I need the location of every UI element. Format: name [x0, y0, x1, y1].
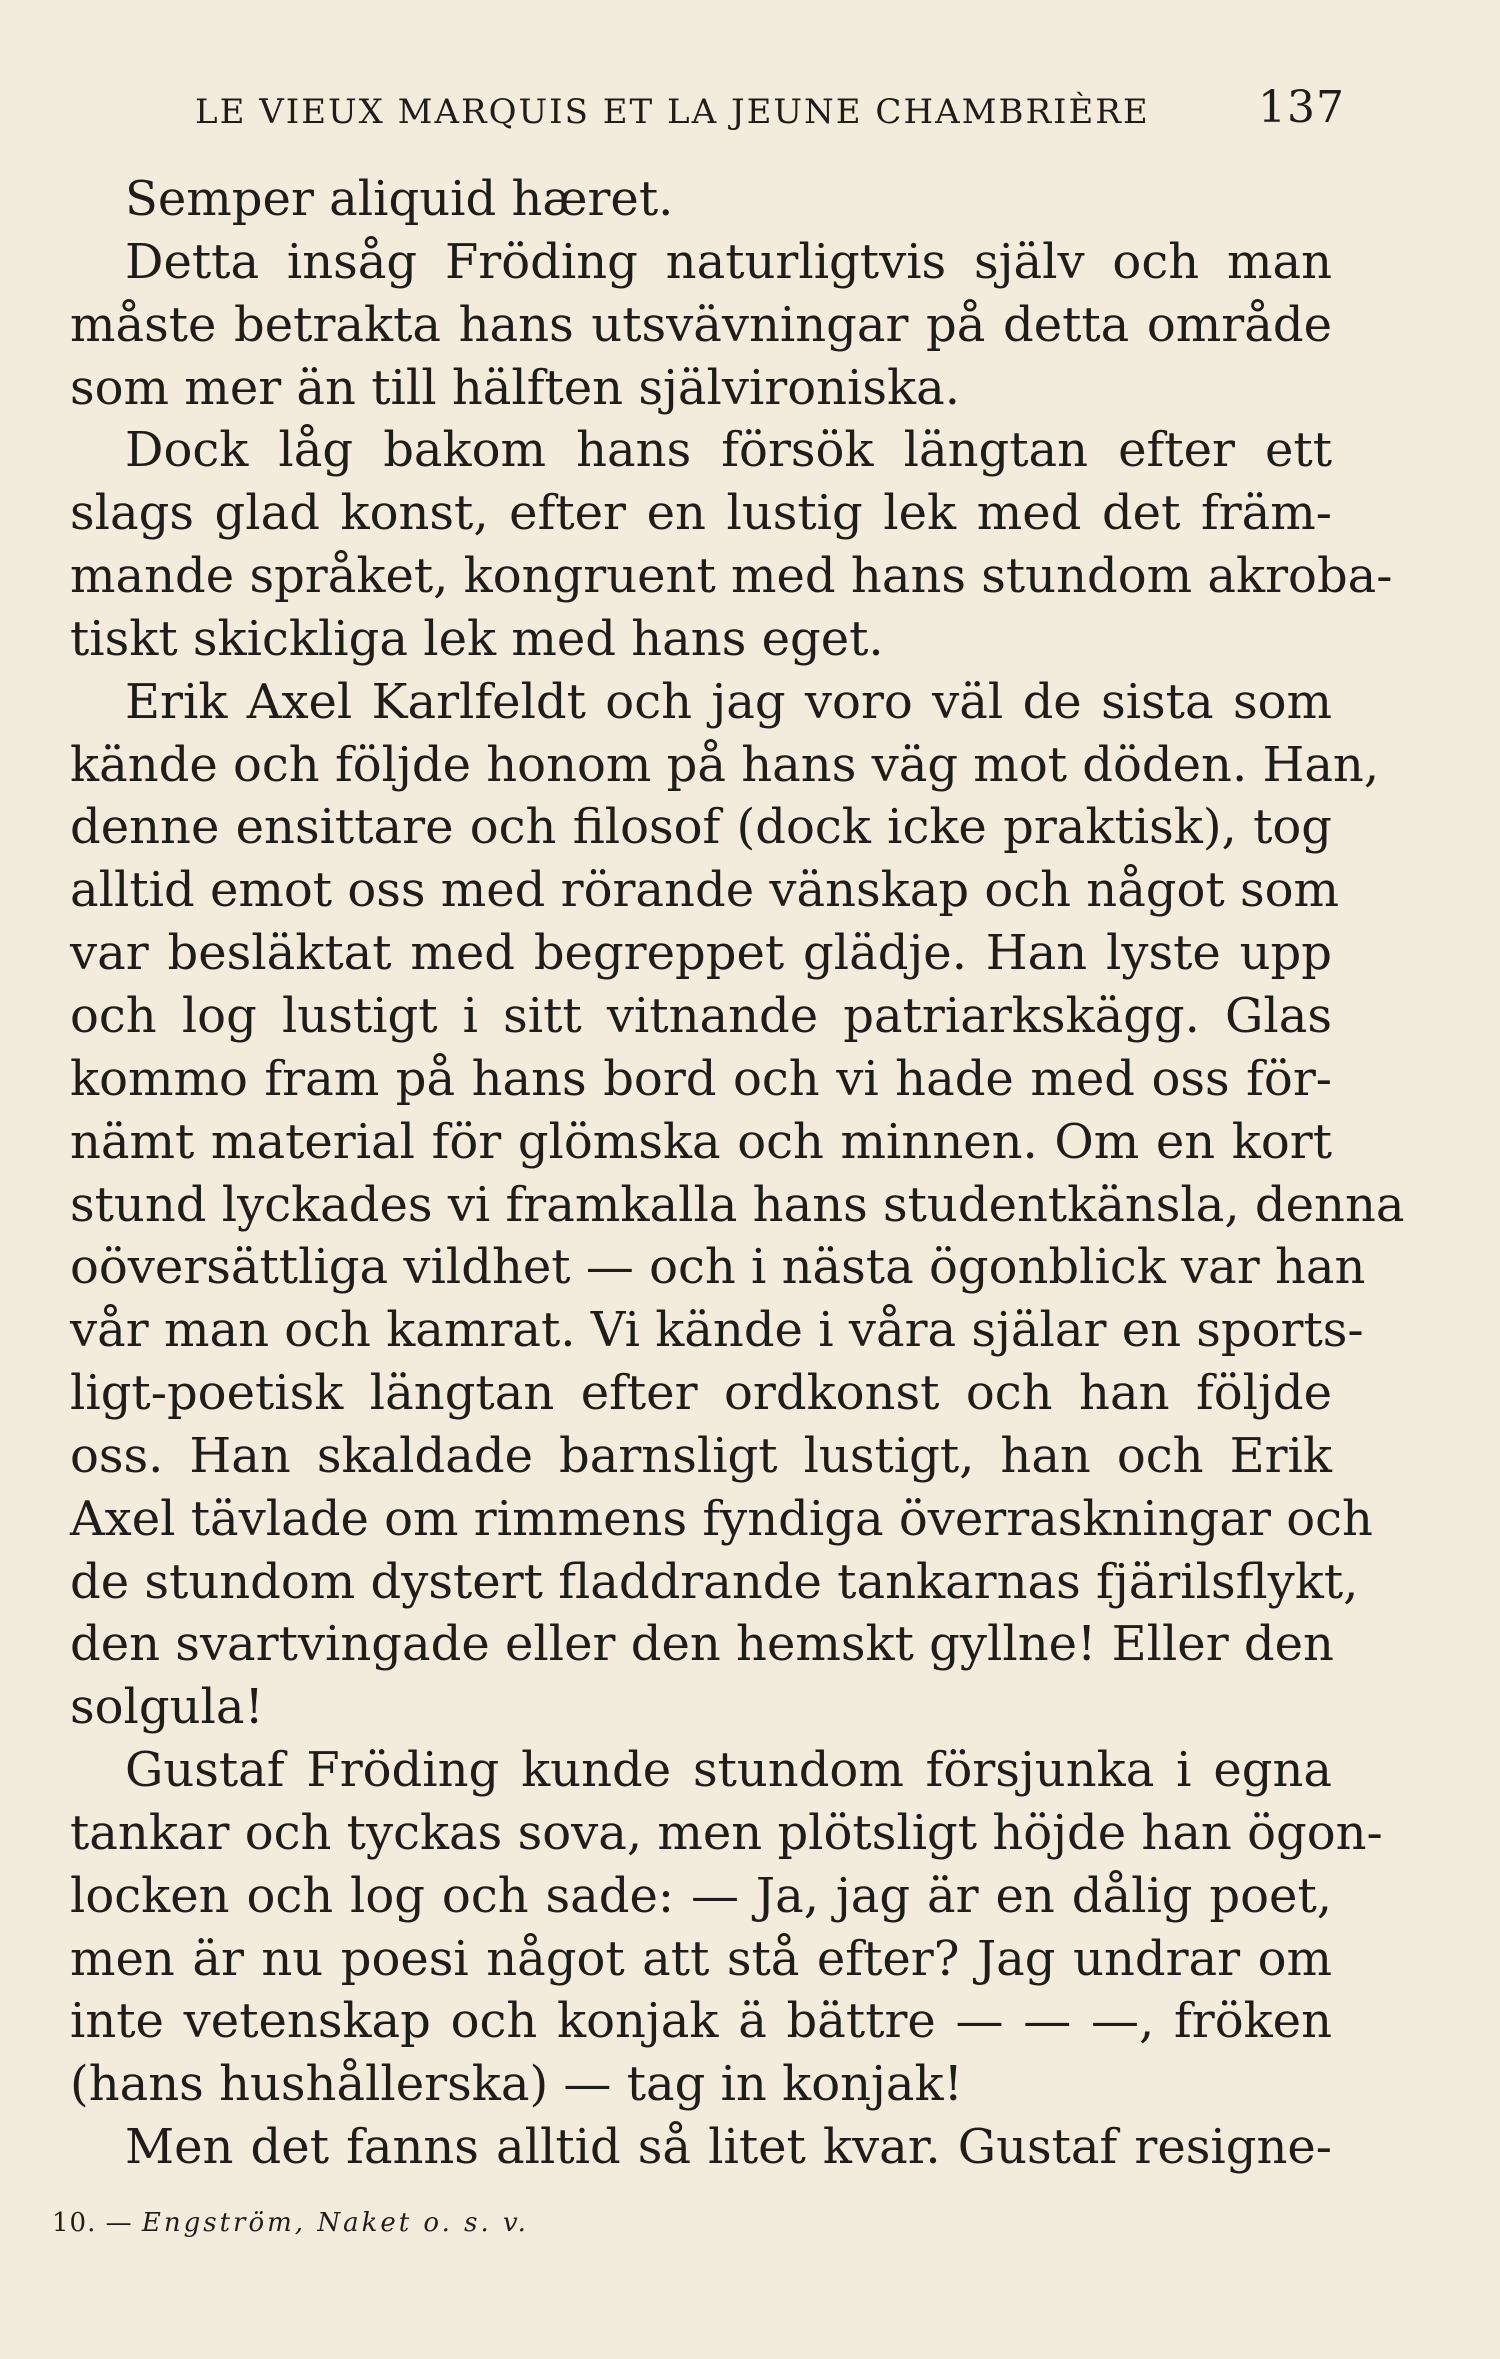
page-number: 137: [1258, 82, 1345, 133]
running-title: LE VIEUX MARQUIS ET LA JEUNE CHAMBRIÈRE: [195, 92, 1150, 132]
text-line: inte vetenskap och konjak ä bättre — — —, fröken: [70, 1993, 1332, 2050]
body-text: [70, 168, 1405, 2179]
text-line: men är nu poesi något att stå efter? Jag undrar om: [70, 1930, 1332, 1987]
text-line: mande språket, kongruent med hans stundom akroba-: [70, 548, 1393, 605]
text-line: och log lustigt i sitt vitnande patriarkskägg. Glas: [70, 987, 1332, 1044]
text-line: alltid emot oss med rörande vänskap och något som: [70, 862, 1340, 919]
text-line: stund lyckades vi framkalla hans studentkänsla, denna: [70, 1176, 1405, 1233]
text-line: denne ensittare och filosof (dock icke praktisk), tog: [70, 799, 1332, 856]
text-line: ligt-poetisk längtan efter ordkonst och han följde: [70, 1365, 1332, 1422]
text-line: de stundom dystert fladdrande tankarnas fjärilsflykt,: [70, 1553, 1359, 1610]
text-line: måste betrakta hans utsvävningar på detta område: [70, 296, 1332, 353]
text-line: oss. Han skaldade barnsligt lustigt, han och Erik: [70, 1427, 1332, 1484]
text-line: kände och följde honom på hans väg mot döden. Han,: [70, 736, 1380, 793]
text-line: Gustaf Fröding kunde stundom försjunka i egna: [125, 1742, 1332, 1799]
text-line: den svartvingade eller den hemskt gyllne! Eller den: [70, 1616, 1334, 1673]
running-head: [195, 82, 1345, 142]
text-line: som mer än till hälften självironiska.: [70, 359, 960, 416]
signature-mark: [52, 2208, 529, 2238]
text-line: solgula!: [70, 1679, 264, 1736]
text-line: kommo fram på hans bord och vi hade med oss för-: [70, 1050, 1332, 1107]
text-line: nämt material för glömska och minnen. Om en kort: [70, 1113, 1332, 1170]
text-line: Detta insåg Fröding naturligtvis själv och man: [125, 233, 1332, 290]
text-line: Semper aliquid hæret.: [125, 171, 674, 227]
text-line: tankar och tyckas sova, men plötsligt höjde han ögon-: [70, 1804, 1383, 1861]
signature-number: 10. —: [52, 2208, 133, 2238]
text-line: var besläktat med begreppet glädje. Han lyste upp: [70, 925, 1332, 982]
text-line: Men det fanns alltid så litet kvar. Gustaf resigne-: [125, 2119, 1332, 2176]
text-line: oöversättliga vildhet — och i nästa ögonblick var han: [70, 1239, 1366, 1296]
text-line: Dock låg bakom hans försök längtan efter ett: [125, 422, 1332, 479]
text-line: slags glad konst, efter en lustig lek med det främ-: [70, 485, 1332, 542]
text-line: tiskt skickliga lek med hans eget.: [70, 610, 884, 667]
text-line: vår man och kamrat. Vi kände i våra själar en sports-: [70, 1302, 1364, 1359]
text-line: Erik Axel Karlfeldt och jag voro väl de sista som: [125, 673, 1332, 730]
signature-reference: Engström, Naket o. s. v.: [141, 2208, 529, 2238]
text-line: (hans hushållerska) — tag in konjak!: [70, 2056, 963, 2113]
text-line: Axel tävlade om rimmens fyndiga överraskningar och: [70, 1490, 1373, 1547]
text-line: locken och log och sade: — Ja, jag är en dålig poet,: [70, 1867, 1332, 1924]
